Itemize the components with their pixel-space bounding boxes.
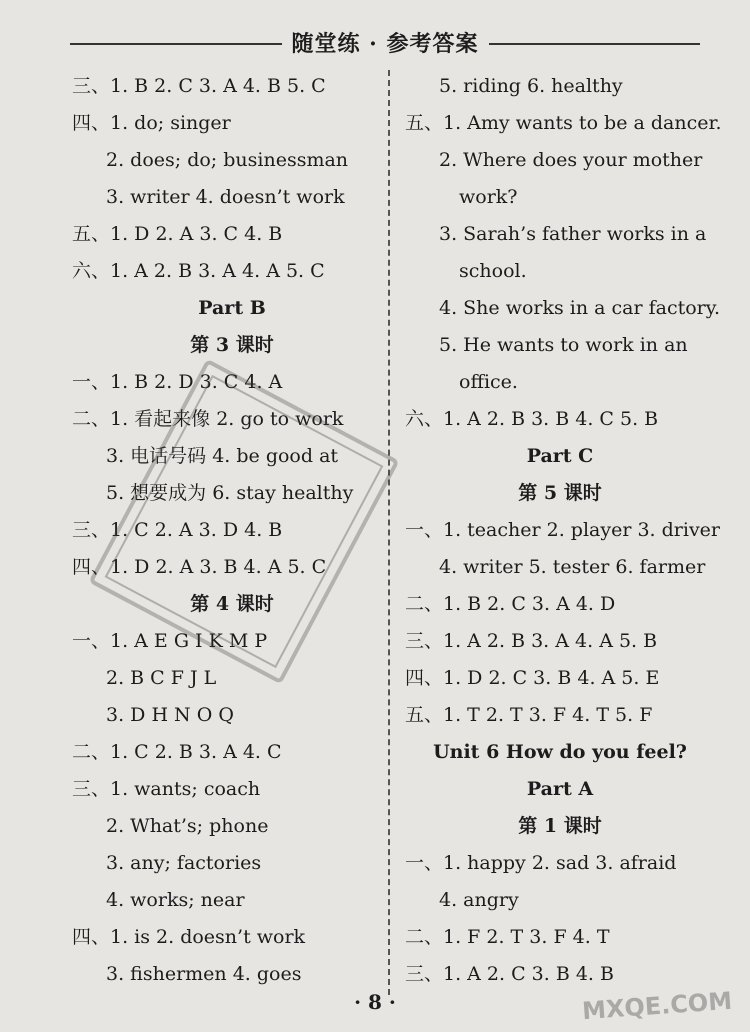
answer-line: 3. D H N O Q	[106, 704, 234, 726]
answer-line: 第 3 课时	[190, 334, 274, 356]
answer-line: 4. angry	[439, 889, 519, 911]
answer-line: 二、1. 看起来像 2. go to work	[72, 408, 344, 430]
header-rule-left	[70, 43, 282, 45]
answer-line: 三、1. B 2. C 3. A 4. B 5. C	[72, 75, 326, 97]
site-watermark: MXQE.COM	[581, 986, 733, 1026]
answer-line: 3. 电话号码 4. be good at	[106, 445, 339, 467]
answer-line: 一、1. happy 2. sad 3. afraid	[405, 852, 677, 874]
answer-line: 四、1. D 2. A 3. B 4. A 5. C	[72, 556, 327, 578]
answer-line: 六、1. A 2. B 3. A 4. A 5. C	[72, 260, 325, 282]
answer-line: Part A	[526, 778, 594, 800]
answer-line: 4. works; near	[106, 889, 245, 911]
answer-line: 四、1. D 2. C 3. B 4. A 5. E	[405, 667, 660, 689]
answer-line: 四、1. is 2. doesn’t work	[72, 926, 306, 948]
answer-line: 4. writer 5. tester 6. farmer	[439, 556, 706, 578]
answer-line: 2. B C F J L	[106, 667, 217, 689]
answer-line: 三、1. A 2. C 3. B 4. B	[405, 963, 614, 985]
answer-line: 第 1 课时	[518, 815, 602, 837]
answer-line: 四、1. do; singer	[72, 112, 231, 134]
answer-line: 5. 想要成为 6. stay healthy	[106, 482, 354, 504]
answer-line: 5. riding 6. healthy	[439, 75, 623, 97]
answer-line: 2. Where does your mother	[439, 149, 703, 171]
answer-line: 3. fishermen 4. goes	[106, 963, 302, 985]
right-answer-column	[405, 68, 722, 993]
answer-line: 2. What’s; phone	[106, 815, 269, 837]
answer-line: 第 4 课时	[190, 593, 274, 615]
answer-line: 一、1. B 2. D 3. C 4. A	[72, 371, 283, 393]
answer-line: 二、1. F 2. T 3. F 4. T	[405, 926, 610, 948]
answer-line: 5. He wants to work in an	[439, 334, 688, 356]
answer-line: 二、1. B 2. C 3. A 4. D	[405, 593, 616, 615]
answer-line: 五、1. D 2. A 3. C 4. B	[72, 223, 283, 245]
answer-line: office.	[459, 371, 518, 393]
answer-line: 六、1. A 2. B 3. B 4. C 5. B	[405, 408, 659, 430]
answer-line: 三、1. C 2. A 3. D 4. B	[72, 519, 283, 541]
answer-line: 3. Sarah’s father works in a	[439, 223, 707, 245]
page-header	[70, 22, 700, 62]
page-number: · 8 ·	[354, 990, 396, 1014]
column-divider	[388, 70, 390, 995]
answer-line: Part B	[198, 297, 266, 319]
answer-line: 一、1. A E G I K M P	[72, 630, 268, 652]
answer-line: 三、1. A 2. B 3. A 4. A 5. B	[405, 630, 658, 652]
header-rule-right	[489, 43, 701, 45]
answer-line: 五、1. Amy wants to be a dancer.	[405, 112, 722, 134]
answer-line: 3. writer 4. doesn’t work	[106, 186, 345, 208]
answer-line: 三、1. wants; coach	[72, 778, 261, 800]
answer-line: 3. any; factories	[106, 852, 262, 874]
answer-line: Unit 6 How do you feel?	[433, 741, 687, 763]
answer-line: 一、1. teacher 2. player 3. driver	[405, 519, 721, 541]
answer-line: 五、1. T 2. T 3. F 4. T 5. F	[405, 704, 653, 726]
answer-line: work?	[459, 186, 518, 208]
answer-line: 2. does; do; businessman	[106, 149, 349, 171]
header-title: 随堂练 · 参考答案	[291, 30, 479, 57]
answer-line: 第 5 课时	[518, 482, 602, 504]
answer-line: 二、1. C 2. B 3. A 4. C	[72, 741, 282, 763]
answer-line: 4. She works in a car factory.	[439, 297, 721, 319]
answer-line: Part C	[526, 445, 594, 467]
answer-line: school.	[459, 260, 527, 282]
